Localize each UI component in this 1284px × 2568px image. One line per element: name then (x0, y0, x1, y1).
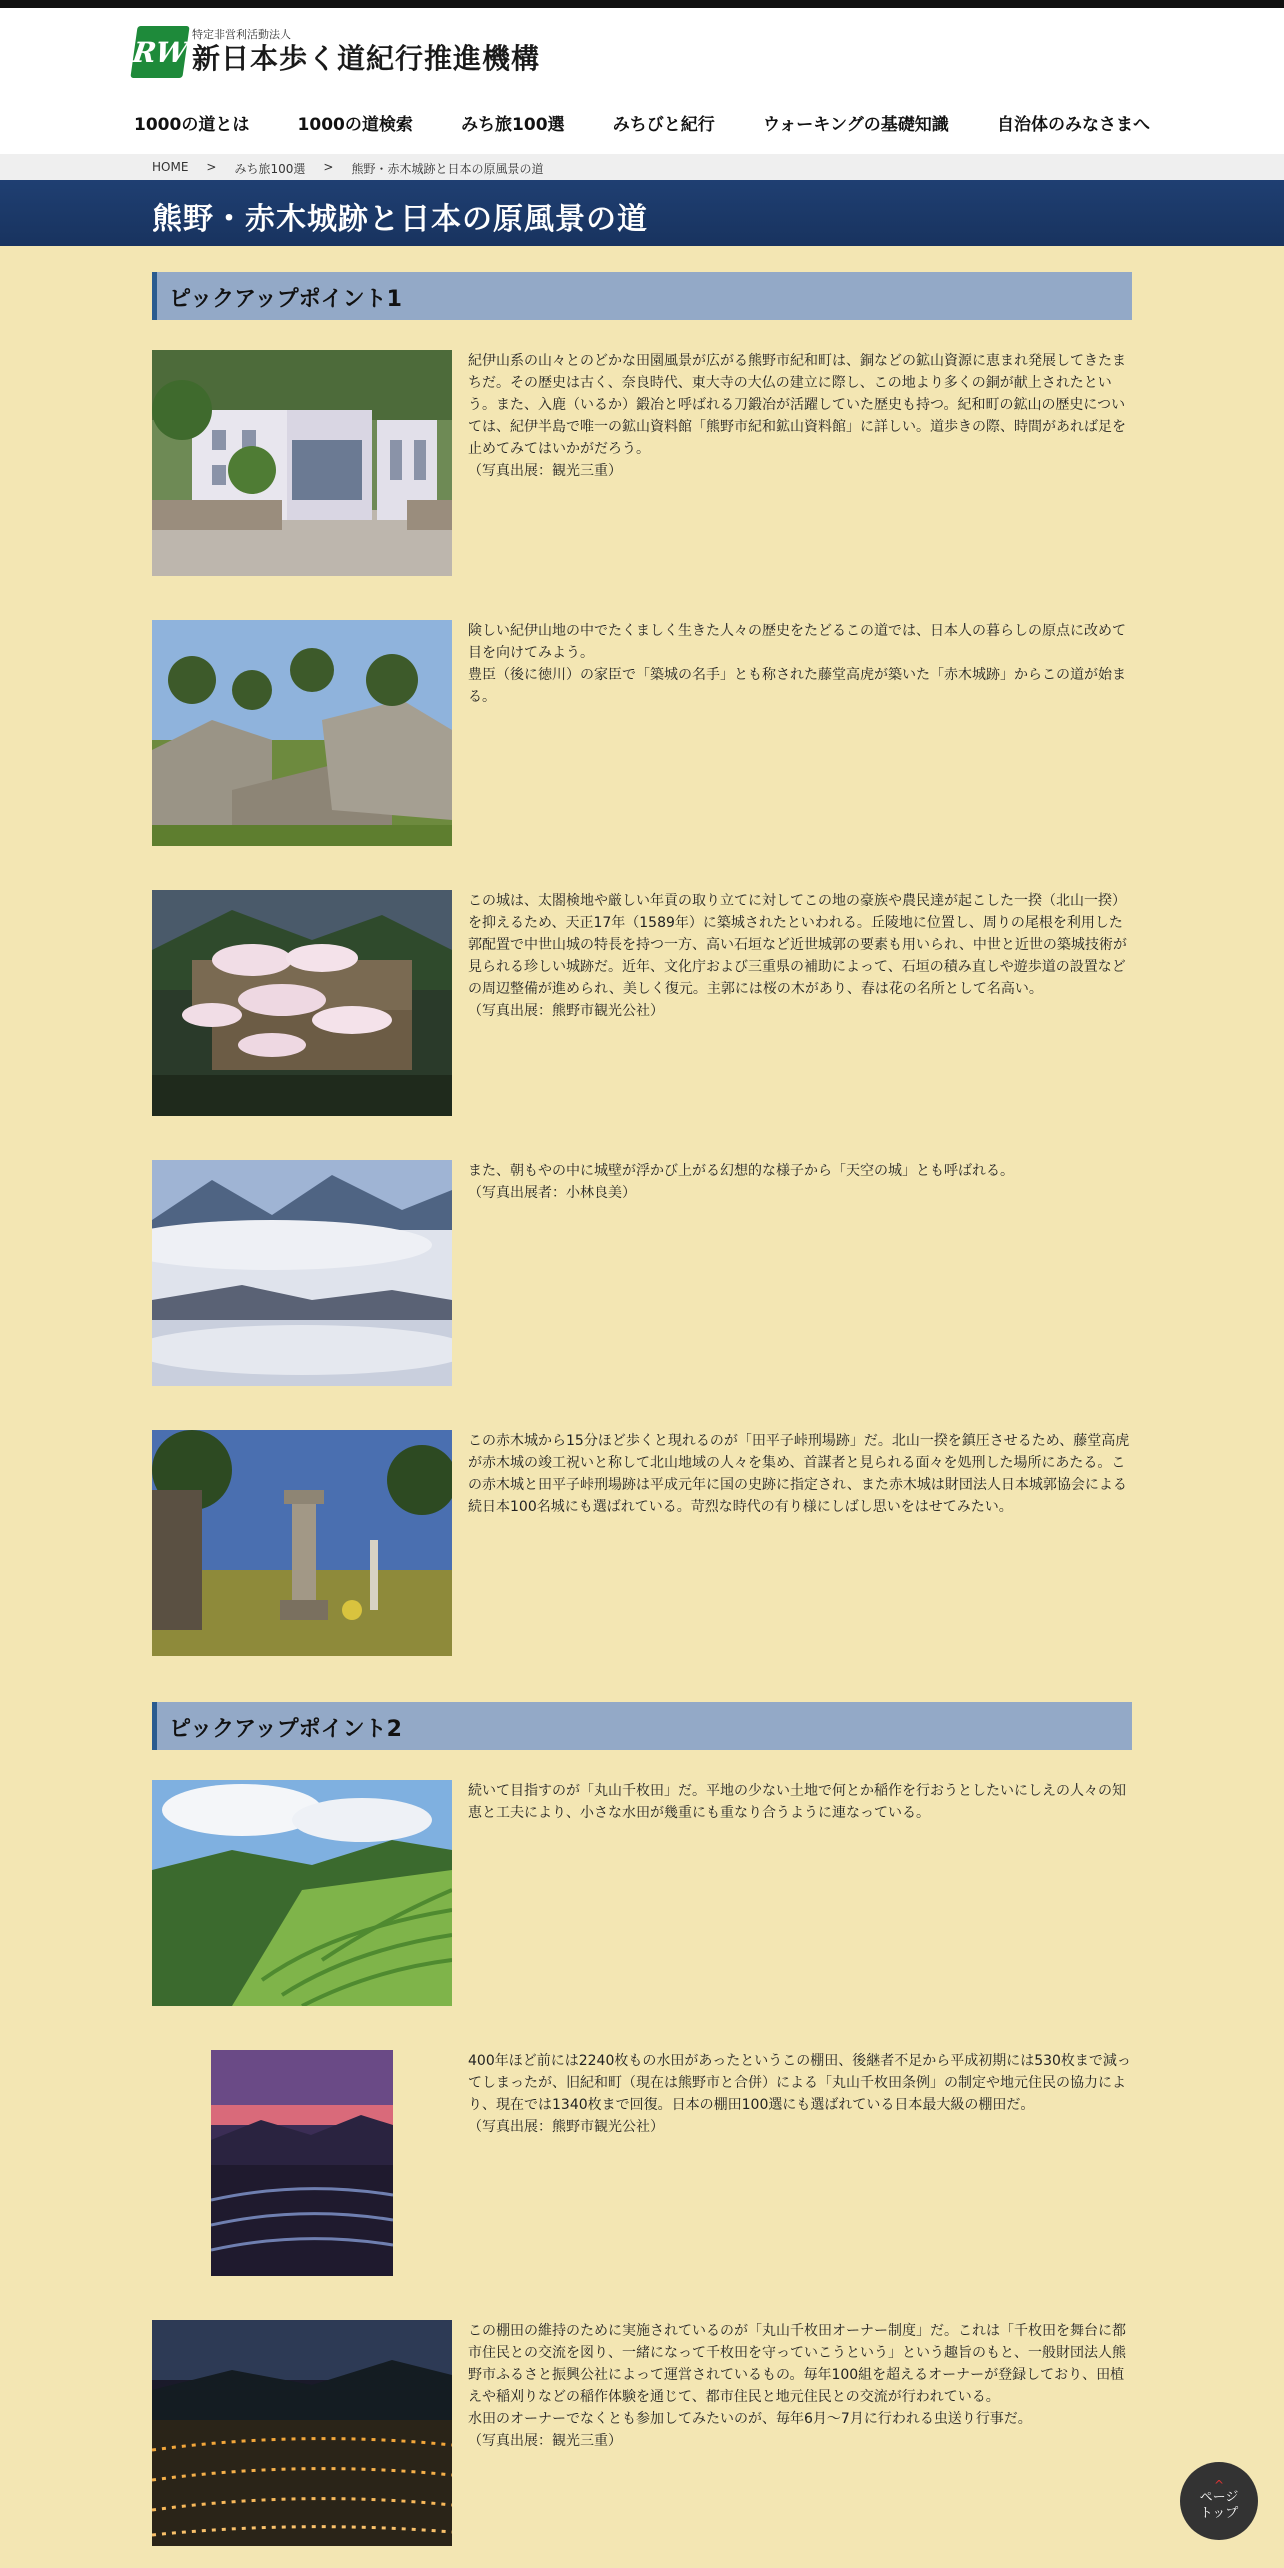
page-top-label-1: ページ (1199, 2490, 1239, 2505)
page-top-button[interactable] (1180, 2462, 1258, 2540)
photo-cherry-blossoms (152, 890, 452, 1116)
breadcrumb (0, 154, 1284, 180)
section-heading: ピックアップポイント1 (152, 272, 1132, 320)
photo-execution-site (152, 1430, 452, 1656)
breadcrumb-separator: > (206, 160, 217, 174)
item-description: 険しい紀伊山地の中でたくましく生きた人々の歴史をたどるこの道では、日本人の暮らしの原点に改めて目を向けてみよう。 豊臣（後に徳川）の家臣で「築城の名手」とも称された藤堂高虎が築いた「赤木城跡」からこの道が始まる。 (468, 623, 1126, 705)
page-title-bar (0, 180, 1284, 246)
list-item (152, 2320, 1132, 2546)
logo-mark: RW (130, 26, 189, 78)
breadcrumb-current: 熊野・赤木城跡と日本の原風景の道 (351, 162, 544, 176)
nav-item-michibito[interactable]: みちびと紀行 (612, 115, 715, 135)
list-item (152, 1780, 1132, 2006)
list-item (152, 890, 1132, 1116)
nav-item-search[interactable]: 1000の道検索 (297, 115, 413, 135)
site-logo[interactable] (130, 26, 541, 78)
nav-item-walking-basics[interactable]: ウォーキングの基礎知識 (762, 115, 949, 135)
section-heading: ピックアップポイント2 (152, 1702, 1132, 1750)
item-description: 続いて目指すのが「丸山千枚田」だ。平地の少ない土地で何とか稲作を行おうとしたいにしえの人々の知恵と工夫により、小さな水田が幾重にも重なり合うように連なっている。 (468, 1783, 1126, 1821)
list-item (152, 2050, 1132, 2276)
page-top-label-2: トップ (1199, 2506, 1239, 2521)
main-nav (0, 96, 1284, 154)
nav-item-michitabi[interactable]: みち旅100選 (461, 115, 565, 135)
photo-castle-walls (152, 620, 452, 846)
photo-mining-museum (152, 350, 452, 576)
item-description: この城は、太閤検地や厳しい年貢の取り立てに対してこの地の豪族や農民達が起こした一揆（北山一揆）を抑えるため、天正17年（1589年）に築城されたといわれる。丘陵地に位置し、周りの尾根を利用した郭配置で中世山城の特長を持つ一方、高い石垣など近世城郭の要素も用いられ、中世と近世の築城技術が見られる珍しい城跡だ。近年、文化庁および三重県の補助によって、石垣の積み直しや遊歩道の設置などの周辺整備が進められ、美しく復元。主郭には桜の木があり、春は花の名所として名高い。 （写真出展：熊野市観光公社） (468, 893, 1127, 1019)
list-item (152, 1160, 1132, 1386)
photo-terraces-dusk (211, 2050, 393, 2276)
chevron-up-icon: ^ (1213, 2478, 1225, 2492)
nav-item-about[interactable]: 1000の道とは (134, 115, 250, 135)
item-description: また、朝もやの中に城壁が浮かび上がる幻想的な様子から「天空の城」とも呼ばれる。 （写真出展者：小林良美） (468, 1163, 1014, 1201)
breadcrumb-home[interactable]: HOME (152, 160, 189, 174)
nav-item-municipalities[interactable]: 自治体のみなさまへ (996, 115, 1150, 135)
breadcrumb-michitabi[interactable]: みち旅100選 (234, 162, 306, 176)
site-header (0, 8, 1284, 96)
list-item (152, 1430, 1132, 1656)
item-description: 紀伊山系の山々とのどかな田園風景が広がる熊野市紀和町は、銅などの鉱山資源に恵まれ発展してきたまちだ。その歴史は古く、奈良時代、東大寺の大仏の建立に際し、この地より多くの銅が献上されたという。また、入鹿（いるか）鍛冶と呼ばれる刀鍛冶が活躍していた歴史も持つ。紀和町の鉱山の歴史については、紀伊半島で唯一の鉱山資料館「熊野市紀和鉱山資料館」に詳しい。道歩きの際、時間があれば足を止めてみてはいかがだろう。 （写真出展：観光三重） (468, 353, 1126, 479)
list-item (152, 620, 1132, 846)
breadcrumb-separator: > (323, 160, 334, 174)
page-title: 熊野・赤木城跡と日本の原風景の道 (152, 202, 648, 237)
photo-sea-of-clouds (152, 1160, 452, 1386)
item-description: 400年ほど前には2240枚もの水田があったというこの棚田、後継者不足から平成初期には530枚まで減ってしまったが、旧紀和町（現在は熊野市と合併）による「丸山千枚田条例」の制定や地元住民の協力により、現在では1340枚まで回復。日本の棚田100選にも選ばれている日本最大級の棚田だ。 （写真出展：熊野市観光公社） (468, 2053, 1131, 2135)
photo-terraced-fields (152, 1780, 452, 2006)
photo-terraces-torches (152, 2320, 452, 2546)
top-bar (0, 0, 1284, 8)
logo-subtitle: 特定非営利活動法人 (192, 28, 291, 41)
logo-title: 新日本歩く道紀行推進機構 (192, 42, 541, 75)
list-item (152, 350, 1132, 576)
item-description: この棚田の維持のために実施されているのが「丸山千枚田オーナー制度」だ。これは「千枚田を舞台に都市住民との交流を図り、一緒になって千枚田を守っていこうという」という趣旨のもと、一般財団法人熊野市ふるさと振興公社によって運営されているもの。毎年100組を超えるオーナーが登録しており、田植えや稲刈りなどの稲作体験を通じて、都市住民と地元住民との交流が行われている。 水田のオーナーでなくとも参加してみたいのが、毎年6月～7月に行われる虫送り行事だ。 （写真出展：観光三重） (468, 2323, 1126, 2449)
item-description: この赤木城から15分ほど歩くと現れるのが「田平子峠刑場跡」だ。北山一揆を鎮圧させるため、藤堂高虎が赤木城の竣工祝いと称して北山地域の人々を集め、首謀者と見られる面々を処刑した場所にあたる。この赤木城と田平子峠刑場跡は平成元年に国の史跡に指定され、また赤木城は財団法人日本城郭協会による続日本100名城にも選ばれている。苛烈な時代の有り様にしばし思いをはせてみたい。 (468, 1433, 1130, 1515)
